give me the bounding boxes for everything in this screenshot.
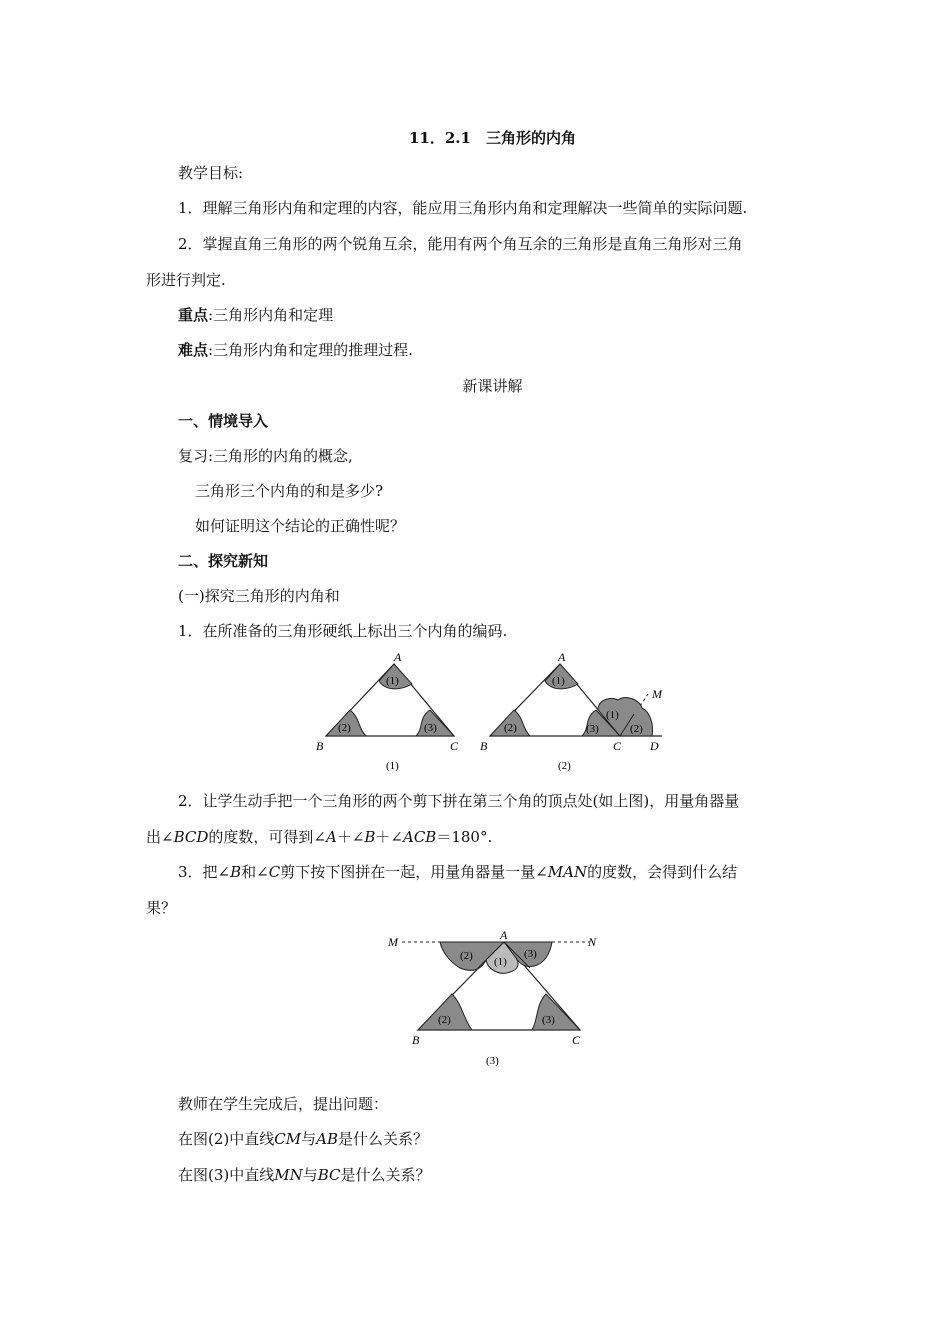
part-2-heading: 二、探究新知 — [178, 552, 269, 570]
fig3-caption: (3) — [486, 1055, 499, 1067]
step2-text-2: 的度数，可得到∠ — [208, 828, 326, 846]
ask-2 — [178, 1165, 431, 1185]
fig2-angle-3: (3) — [586, 723, 599, 735]
ask2-text-1: 在图(3)中直线 — [178, 1166, 275, 1184]
review-text: 复习:三角形的内角的概念, — [178, 447, 353, 465]
ask2-text-2: 与 — [302, 1166, 318, 1184]
goals-heading: 教学目标: — [178, 164, 244, 182]
fig3-angle-2: (2) — [438, 1014, 451, 1026]
fig1-label-C: C — [450, 739, 459, 753]
fig1-label-A: A — [394, 650, 402, 664]
goal-2-line2: 形进行判定. — [146, 271, 226, 289]
figure-2 — [480, 650, 663, 772]
part-1-heading: 一、情境导入 — [178, 412, 269, 430]
ask-1 — [178, 1129, 428, 1149]
key-label: 重点 — [178, 306, 209, 324]
step-1: 1．在所准备的三角形硬纸上标出三个内角的编码. — [178, 622, 508, 640]
question-1: 三角形三个内角的和是多少? — [195, 482, 384, 500]
ask1-var-cm: CM — [274, 1130, 302, 1148]
fig3-angle-3-top: (3) — [524, 948, 537, 960]
fig2-angle-2-moved: (2) — [630, 723, 643, 735]
step-3-line1 — [178, 862, 737, 882]
step3-var-man: MAN — [547, 863, 588, 881]
step3-text-2: 和∠ — [241, 863, 269, 881]
fig1-label-B: B — [316, 739, 324, 753]
fig3-label-M: M — [388, 935, 398, 949]
fig2-angle-1-moved: (1) — [606, 709, 619, 721]
fig1-angle-1: (1) — [386, 675, 399, 687]
step2-text-3: ＋∠ — [336, 828, 365, 846]
goal-1: 1．理解三角形内角和定理的内容，能应用三角形内角和定理解决一些简单的实际问题. — [178, 199, 748, 217]
fig3-label-N: N — [588, 935, 597, 949]
step2-text-1: 出∠ — [146, 828, 174, 846]
fig2-label-D: D — [650, 739, 659, 753]
difficult-point — [178, 340, 413, 360]
hard-text: :三角形内角和定理的推理过程. — [208, 341, 413, 359]
step3-var-c: C — [268, 863, 281, 881]
step2-var-a: A — [325, 828, 337, 846]
ask2-var-bc: BC — [317, 1166, 341, 1184]
fig3-angle-2-top: (2) — [460, 950, 473, 962]
fig3-angle-1: (1) — [494, 956, 507, 968]
section-heading: 新课讲解 — [462, 377, 523, 395]
teacher-text: 教师在学生完成后，提出问题： — [178, 1095, 389, 1113]
ask2-var-mn: MN — [274, 1166, 303, 1184]
fig3-label-A: A — [500, 928, 508, 942]
goal-2-line1: 2．掌握直角三角形的两个锐角互余，能用有两个角互余的三角形是直角三角形对三角 — [178, 235, 743, 253]
step3-text-4: 的度数，会得到什么结 — [587, 863, 738, 881]
fig1-caption: (1) — [386, 760, 399, 772]
fig2-caption: (2) — [558, 760, 571, 772]
step-3-line2: 果？ — [146, 899, 177, 917]
fig2-angle-2: (2) — [504, 722, 517, 734]
fig2-label-A: A — [558, 650, 566, 664]
fig2-label-B: B — [480, 739, 488, 753]
step2-text-5: ＝180°. — [436, 828, 493, 846]
step3-text-3: 剪下按下图拼在一起，用量角器量一量∠ — [280, 863, 548, 881]
step2-var-acb: ACB — [403, 828, 437, 846]
fig1-angle-3: (3) — [424, 722, 437, 734]
fig2-angle-1-top: (1) — [552, 675, 565, 687]
step-2-line2 — [146, 827, 492, 847]
step2-text-4: ＋∠ — [375, 828, 403, 846]
question-2: 如何证明这个结论的正确性呢？ — [195, 517, 406, 535]
step2-var-bcd: BCD — [173, 828, 209, 846]
fig3-label-C: C — [572, 1033, 581, 1047]
step2-var-b: B — [364, 828, 376, 846]
key-point — [178, 305, 333, 325]
ask1-text-2: 与 — [301, 1130, 317, 1148]
key-text: :三角形内角和定理 — [208, 306, 334, 324]
fig2-label-M: M — [652, 687, 662, 701]
ask1-text-1: 在图(2)中直线 — [178, 1130, 275, 1148]
figure-1-2 — [300, 648, 680, 778]
page-title: 11．2.1 三角形的内角 — [409, 129, 576, 147]
hard-label: 难点 — [178, 341, 209, 359]
fig1-angle-2: (2) — [338, 722, 351, 734]
ask2-text-3: 是什么关系？ — [340, 1166, 431, 1184]
figure-3 — [380, 928, 600, 1073]
fig3-angle-3: (3) — [542, 1014, 555, 1026]
ask1-var-ab: AB — [316, 1130, 338, 1148]
fig3-label-B: B — [412, 1033, 420, 1047]
fig2-label-C: C — [613, 739, 622, 753]
figure-1 — [316, 650, 459, 772]
step-2-line1: 2．让学生动手把一个三角形的两个剪下拼在第三个角的顶点处(如上图)，用量角器量 — [178, 792, 740, 810]
step3-text-1: 3．把∠ — [178, 863, 231, 881]
ask1-text-3: 是什么关系？ — [337, 1130, 428, 1148]
subsection-1: (一)探究三角形的内角和 — [178, 587, 340, 605]
step3-var-b: B — [230, 863, 242, 881]
